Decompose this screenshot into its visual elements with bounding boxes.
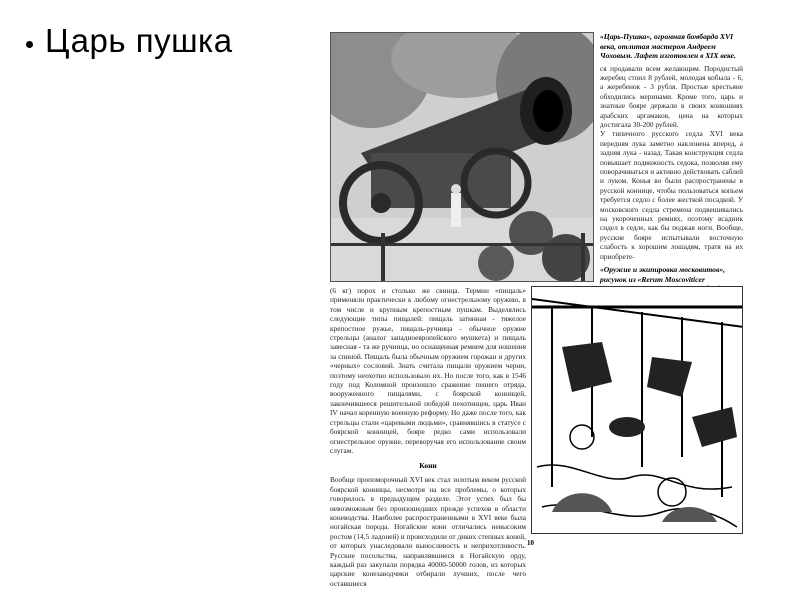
photo-caption: «Царь-Пушка», огромная бомбарда XVI века, отлитая мастером Андреем Чоховым. Лафет изготовлен в XIX веке. <box>600 32 736 60</box>
arquebus-text: (6 кг) порох и столько же свинца. Термин «пищаль» применяли практически к любому огнестрельному оружию, в том числе и крупным крепостным пушкам. Выделялись следующие типы пищалей: пищаль затинная - тяжелое крепостное ружье, пищаль-ручница - обычное оружие стрельцы (аналог западноевропейского мушкета) и пищаль завесная - та же ручница, но оснащенная ремнем для ношения за спиной. Пищаль была обычным оружием горожан и других «черных» сословий. Знать считала пищали оружием черни, поэтому неохотно использовало их. Но после того, как в 1546 году под Коломной произошло сражение пешего отряда, вооруженного пищалями, с боярской конницей, закончившееся решительной победой пехотинцев, царь Иван IV начал коренную военную реформу. Но даже после того, как стрельцы стали «царевыми людьми», сравнявшись в статусе с боярской конницей, бояре редко сами использовали огнестрельное оружие, переворучая его использование своим слугам. <box>330 286 526 455</box>
horses-text: Вообще пропоморочный XVI век стал золотым веком русской боярской конницы, несмотря на все проблемы, о которых говорилось в предыдущем разделе. Этот успех был бы невозможным без произошедших прежде успехов в области коневодства. Наиболее распространенными в XVI веке была ногайская порода. Ногайские кони отличались невысоким ростом (14,5 ладоней) и происходили от диких степных коней, от которых унаследовали выносливость и неприхотливость. Русские посольства, направлявшиеся в Ногайскую орду, каждый раз закупали порядка 40000-50000 голов, из которых царские конезаводчики отбирали лучших, после чего оставшиеся <box>330 475 526 588</box>
slide-bullet <box>26 22 233 60</box>
armor-illustration <box>531 286 743 534</box>
book-page-scan <box>330 32 743 588</box>
section-heading: Кони <box>419 461 437 471</box>
illustration-caption: «Оружие и экипировка московитов», рисунок из «Rerum Moscoviticer <box>600 265 726 284</box>
page-number: 10 <box>527 539 534 547</box>
bullet-dot <box>26 41 33 48</box>
right-column-text: ся продавали всем желающим. Породистый жеребец стоил 8 рублей, молодая кобыла - 6, а жеребенок - 3 рубля. Простые крестьяне обходились меринами. Кроме того, царь и знатные бояре держали в своих конюшнях арабских аргамаков, цена на которых достигала 30-200 рублей. У типичного русского седла XVI века передняя лука заметно наклонена вперед, а задняя лука - назад. Такая конструкция седла повышает подвижность седока, позволяя ему поворачиваться и активно действовать саблей и луком. Конья во были распространены в русской коннице, чтобы пользоваться копьем требуется седло с более жесткой посадкой. У московского седла стремена подвешивались на укороченных ремнях, поэтому всадник сидел в седле, как бы поджав ноги. Вообще, русские боярe испытывали восточную слабость к хорошим лошадям, тратя на их приобрете- <box>600 63 743 261</box>
lower-left-column <box>330 286 526 588</box>
tsar-cannon-photo <box>330 32 594 282</box>
slide-title: Царь пушка <box>45 22 233 59</box>
right-column <box>600 32 743 303</box>
